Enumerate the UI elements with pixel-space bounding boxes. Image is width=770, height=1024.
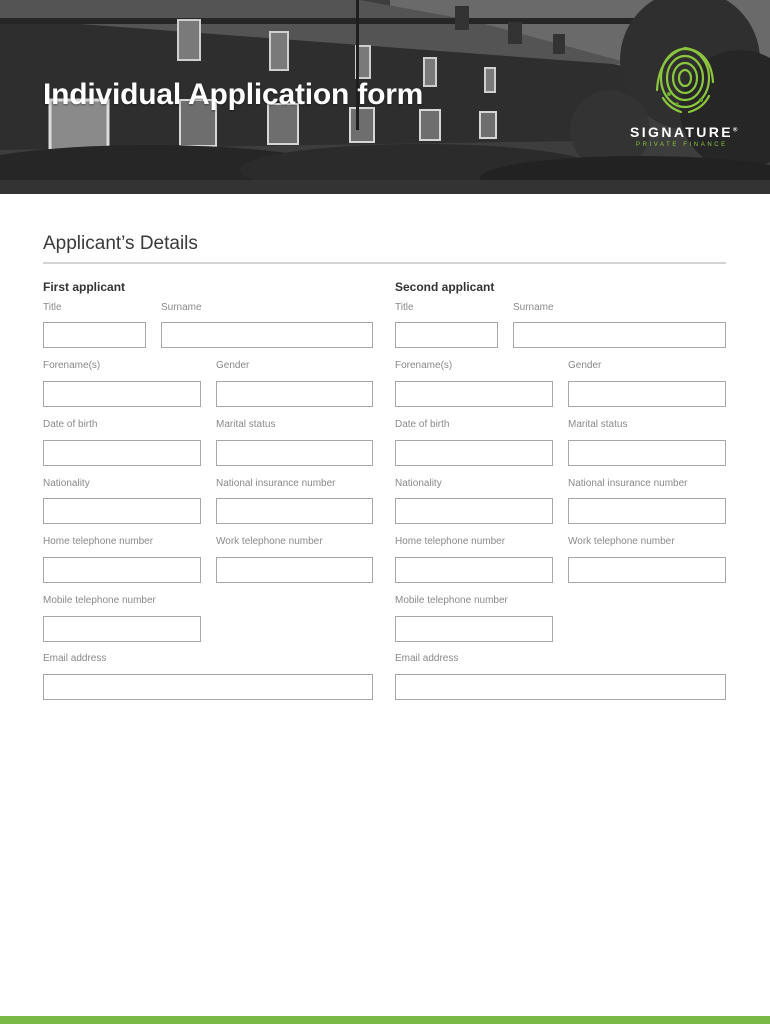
first-nationality-label: Nationality xyxy=(43,478,90,489)
first-ni-field[interactable] xyxy=(216,498,373,524)
first-marital-field[interactable] xyxy=(216,440,373,466)
second-ni-field[interactable] xyxy=(568,498,726,524)
second-work-tel-label: Work telephone number xyxy=(568,536,675,547)
first-dob-field[interactable] xyxy=(43,440,201,466)
first-work-tel-label: Work telephone number xyxy=(216,536,323,547)
second-title-label: Title xyxy=(395,302,414,313)
second-marital-label: Marital status xyxy=(568,419,628,430)
first-gender-label: Gender xyxy=(216,360,250,371)
first-surname-field[interactable] xyxy=(161,322,373,348)
first-title-field[interactable] xyxy=(43,322,146,348)
second-forenames-label: Forename(s) xyxy=(395,360,453,371)
first-home-tel-label: Home telephone number xyxy=(43,536,154,547)
first-applicant-heading: First applicant xyxy=(43,280,126,294)
first-home-tel-field[interactable] xyxy=(43,557,201,583)
second-work-tel-field[interactable] xyxy=(568,557,726,583)
second-nationality-field[interactable] xyxy=(395,498,553,524)
header-banner xyxy=(0,0,770,194)
second-surname-label: Surname xyxy=(513,302,554,313)
second-applicant-heading: Second applicant xyxy=(395,280,495,294)
section-title: Applicant’s Details xyxy=(43,233,198,254)
second-email-field[interactable] xyxy=(395,674,726,700)
first-email-field[interactable] xyxy=(43,674,373,700)
first-work-tel-field[interactable] xyxy=(216,557,373,583)
brand-subtitle: PRIVATE FINANCE xyxy=(636,142,728,148)
first-forenames-field[interactable] xyxy=(43,381,201,407)
second-nationality-label: Nationality xyxy=(395,478,442,489)
first-ni-label: National insurance number xyxy=(216,478,336,489)
first-email-label: Email address xyxy=(43,653,107,664)
second-dob-label: Date of birth xyxy=(395,419,450,430)
first-forenames-label: Forename(s) xyxy=(43,360,101,371)
first-surname-label: Surname xyxy=(161,302,202,313)
second-ni-label: National insurance number xyxy=(568,478,688,489)
second-email-label: Email address xyxy=(395,653,459,664)
second-gender-field[interactable] xyxy=(568,381,726,407)
footer-accent-bar xyxy=(0,1016,770,1024)
first-dob-label: Date of birth xyxy=(43,419,98,430)
section-divider xyxy=(43,262,726,264)
registered-mark: ® xyxy=(733,127,740,134)
second-dob-field[interactable] xyxy=(395,440,553,466)
first-gender-field[interactable] xyxy=(216,381,373,407)
brand-name-text: SIGNATURE xyxy=(630,124,734,140)
second-forenames-field[interactable] xyxy=(395,381,553,407)
first-nationality-field[interactable] xyxy=(43,498,201,524)
first-title-label: Title xyxy=(43,302,62,313)
second-surname-field[interactable] xyxy=(513,322,726,348)
fingerprint-icon xyxy=(625,38,745,158)
second-marital-field[interactable] xyxy=(568,440,726,466)
second-mobile-label: Mobile telephone number xyxy=(395,595,508,606)
form-title: Individual Application form xyxy=(43,78,424,111)
second-title-field[interactable] xyxy=(395,322,498,348)
second-home-tel-field[interactable] xyxy=(395,557,553,583)
brand-name xyxy=(630,124,740,140)
second-mobile-field[interactable] xyxy=(395,616,553,642)
second-gender-label: Gender xyxy=(568,360,602,371)
second-home-tel-label: Home telephone number xyxy=(395,536,506,547)
first-mobile-label: Mobile telephone number xyxy=(43,595,156,606)
first-mobile-field[interactable] xyxy=(43,616,201,642)
first-marital-label: Marital status xyxy=(216,419,276,430)
